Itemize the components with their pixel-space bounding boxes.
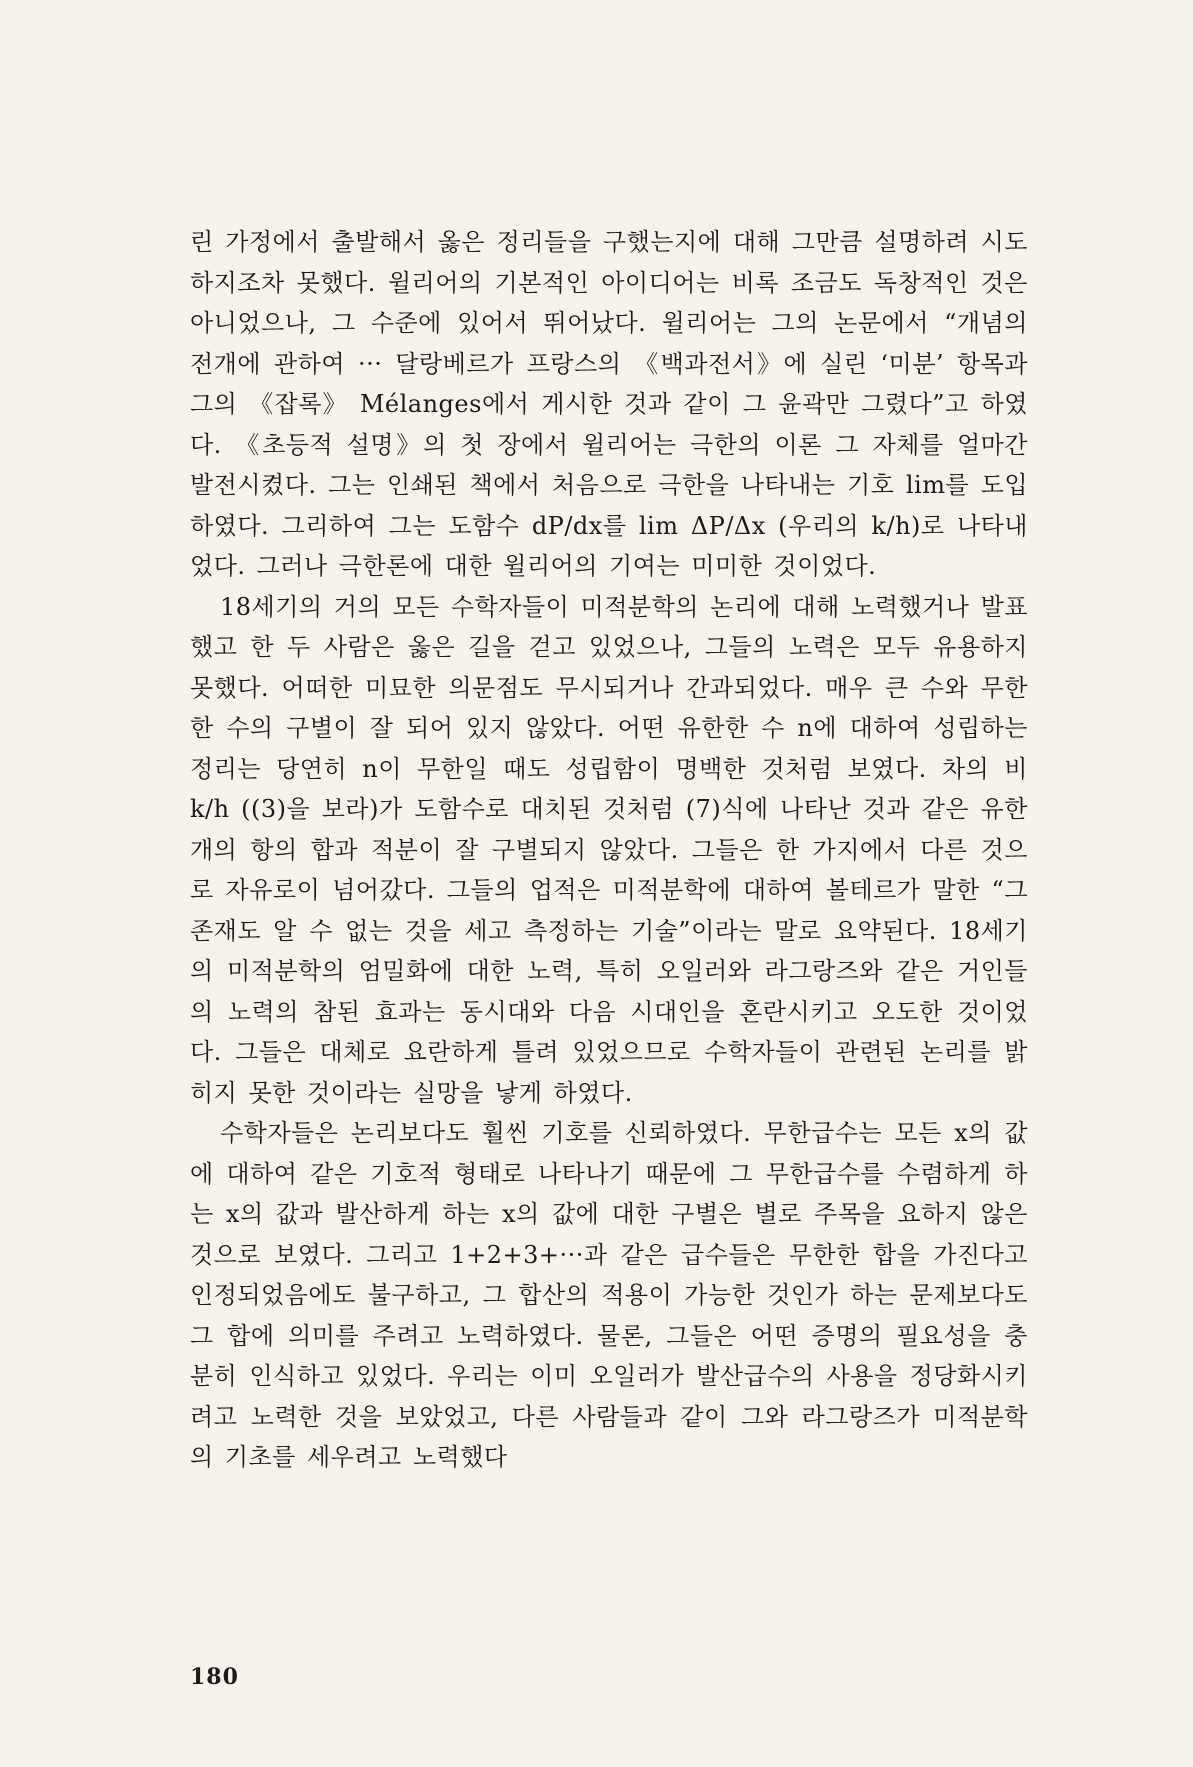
paragraph-2: 18세기의 거의 모든 수학자들이 미적분학의 논리에 대해 노력했거나 발표했고 한 두 사람은 옳은 길을 걷고 있었으나, 그들의 노력은 모두 유용하지 못했다. 어떠한 미묘한 의문점도 무시되거나 간과되었다. 매우 큰 수와 무한한 수의 구별이 잘 되어 있지 않았다. 어떤 유한한 수 n에 대하여 성립하는 정리는 당연히 n이 무한일 때도 성립함이 명백한 것처럼 보였다. 차의 비 k/h ((3)을 보라)가 도함수로 대치된 것처럼 (7)식에 나타난 것과 같은 유한 개의 항의 합과 적분이 잘 구별되지 않았다. 그들은 한 가지에서 다른 것으로 자유로이 넘어갔다. 그들의 업적은 미적분학에 대하여 볼테르가 말한 “그 존재도 알 수 없는 것을 세고 측정하는 기술”이라는 말로 요약된다. 18세기의 미적분학의 엄밀화에 대한 노력, 특히 오일러와 라그랑즈와 같은 거인들의 노력의 참된 효과는 동시대와 다음 시대인을 혼란시키고 오도한 것이었다. 그들은 대체로 요란하게 틀려 있었으므로 수학자들이 관련된 논리를 밝히지 못한 것이라는 실망을 낳게 하였다. bbox=[190, 592, 1028, 1107]
book-page bbox=[190, 222, 1028, 1478]
paragraph-3: 수학자들은 논리보다도 훨씬 기호를 신뢰하였다. 무한급수는 모든 x의 값에 대하여 같은 기호적 형태로 나타나기 때문에 그 무한급수를 수렴하게 하는 x의 값과 발산하게 하는 x의 값에 대한 구별은 별로 주목을 요하지 않은 것으로 보였다. 그리고 1+2+3+···과 같은 급수들은 무한한 합을 가진다고 인정되었음에도 불구하고, 그 합산의 적용이 가능한 것인가 하는 문제보다도 그 합에 의미를 주려고 노력하였다. 물론, 그들은 어떤 증명의 필요성을 충분히 인식하고 있었다. 우리는 이미 오일러가 발산급수의 사용을 정당화시키려고 노력한 것을 보았었고, 다른 사람들과 같이 그와 라그랑즈가 미적분학의 기초를 세우려고 노력했다 bbox=[190, 1119, 1028, 1471]
paragraph-1: 린 가정에서 출발해서 옳은 정리들을 구했는지에 대해 그만큼 설명하려 시도하지조차 못했다. 윌리어의 기본적인 아이디어는 비록 조금도 독창적인 것은 아니었으나, 그 수준에 있어서 뛰어났다. 윌리어는 그의 논문에서 “개념의 전개에 관하여 ··· 달랑베르가 프랑스의 《백과전서》에 실린 ‘미분’ 항목과 그의 《잡록》 Mélanges에서 게시한 것과 같이 그 윤곽만 그렸다”고 하였다. 《초등적 설명》의 첫 장에서 윌리어는 극한의 이론 그 자체를 얼마간 발전시켰다. 그는 인쇄된 책에서 처음으로 극한을 나타내는 기호 lim를 도입하였다. 그리하여 그는 도함수 dP/dx를 lim ΔP/Δx (우리의 k/h)로 나타내었다. 그러나 극한론에 대한 윌리어의 기여는 미미한 것이었다. bbox=[190, 228, 1028, 580]
page-number: 180 bbox=[190, 1664, 239, 1690]
